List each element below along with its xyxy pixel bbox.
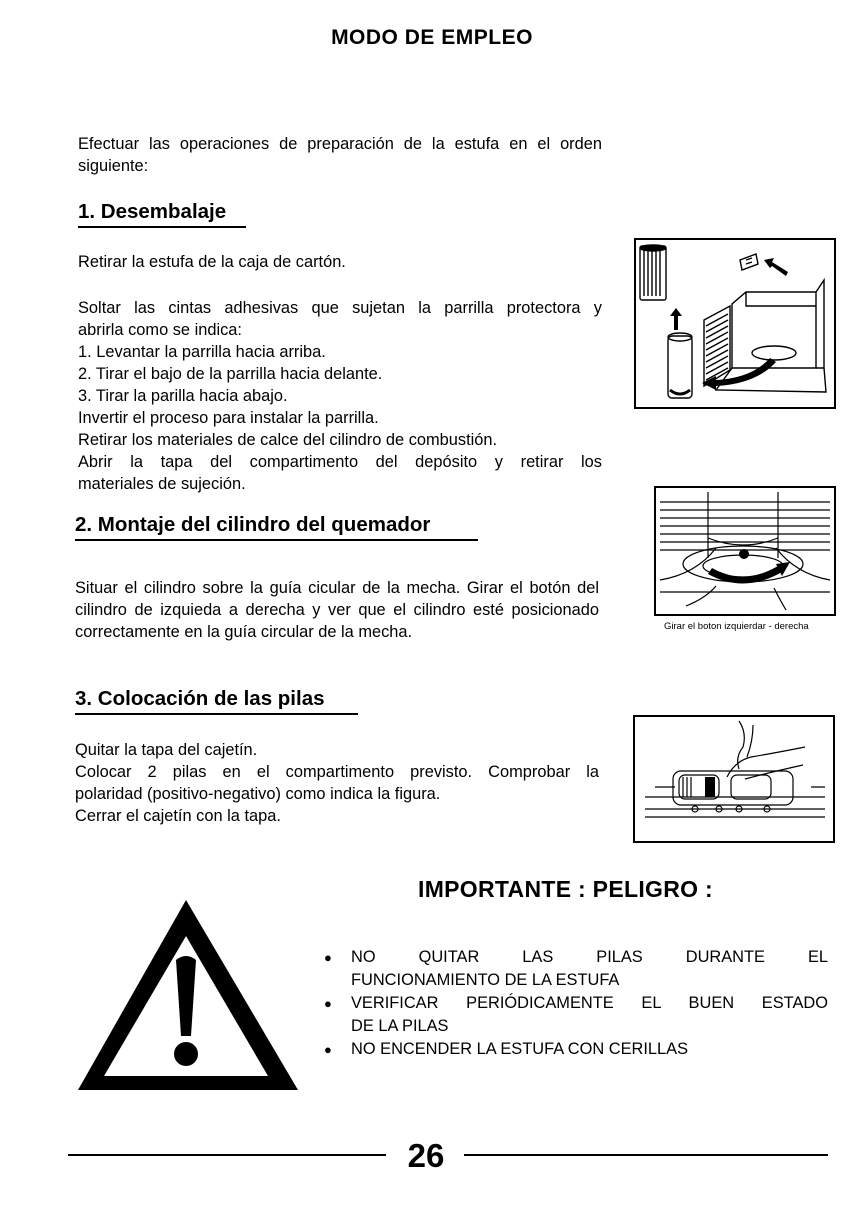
step-line: Quitar la tapa del cajetín. bbox=[75, 741, 258, 759]
step-line: Soltar las cintas adhesivas que sujetan la parrilla protectora y bbox=[78, 299, 602, 317]
section3-steps bbox=[75, 739, 599, 827]
unpacking-figure bbox=[634, 238, 836, 409]
heater-grille-illustration bbox=[636, 240, 834, 407]
step-line: Retirar los materiales de calce del cilindro de combustión. bbox=[78, 431, 498, 449]
step-line: materiales de sujeción. bbox=[78, 475, 246, 493]
page-number: 26 bbox=[407, 1137, 445, 1174]
step-line: 1. Levantar la parrilla hacia arriba. bbox=[78, 343, 326, 361]
section2-heading: 2. Montaje del cilindro del quemador bbox=[75, 512, 478, 541]
list-item bbox=[320, 946, 828, 992]
battery-compartment-illustration bbox=[635, 717, 833, 841]
step-line: Colocar 2 pilas en el compartimento previsto. Comprobar la bbox=[75, 763, 599, 781]
step-line: Invertir el proceso para instalar la parrilla. bbox=[78, 409, 379, 427]
section2-para: Situar el cilindro sobre la guía cicular de la mecha. Girar el botón del cilindro de izquieda a derecha y ver que el cilindro esté posicionado correctamente en la guía circular de la mecha. bbox=[75, 579, 599, 641]
bullet-line: ● NO QUITAR LAS PILAS DURANTE EL bbox=[351, 948, 828, 966]
list-item bbox=[320, 1038, 828, 1061]
cylinder-knob-illustration bbox=[656, 488, 834, 614]
bullet-line: FUNCIONAMIENTO DE LA ESTUFA bbox=[351, 971, 620, 989]
footer-rule-left bbox=[68, 1154, 386, 1156]
list-item bbox=[320, 992, 828, 1038]
bullet-line: ● VERIFICAR PERIÓDICAMENTE EL BUEN ESTADO bbox=[351, 994, 828, 1012]
section1-para: Retirar la estufa de la caja de cartón. bbox=[78, 253, 346, 271]
section1-steps bbox=[78, 297, 602, 495]
footer-rule-right bbox=[464, 1154, 828, 1156]
bullet-line: ● NO ENCENDER LA ESTUFA CON CERILLAS bbox=[351, 1040, 689, 1058]
step-line: polaridad (positivo-negativo) como indica la figura. bbox=[75, 785, 441, 803]
bullet-line: DE LA PILAS bbox=[351, 1017, 449, 1035]
step-line: 3. Tirar la parilla hacia abajo. bbox=[78, 387, 288, 405]
intro-text: Efectuar las operaciones de preparación de la estufa en el orden siguiente: bbox=[78, 135, 602, 175]
step-line: abrirla como se indica: bbox=[78, 321, 242, 339]
burner-cylinder-figure bbox=[654, 486, 836, 616]
warning-icon bbox=[76, 896, 301, 1094]
page-title: MODO DE EMPLEO bbox=[331, 26, 533, 49]
step-line: 2. Tirar el bajo de la parrilla hacia delante. bbox=[78, 365, 383, 383]
section3-heading: 3. Colocación de las pilas bbox=[75, 686, 358, 715]
warning-title: IMPORTANTE : PELIGRO : bbox=[418, 876, 713, 902]
figure-caption: Girar el boton izquierdar - derecha bbox=[664, 621, 809, 632]
warning-triangle bbox=[76, 896, 301, 1094]
step-line: Abrir la tapa del compartimento del depósito y retirar los bbox=[78, 453, 602, 471]
step-line: Cerrar el cajetín con la tapa. bbox=[75, 807, 281, 825]
section1-heading: 1. Desembalaje bbox=[78, 199, 246, 228]
warning-list bbox=[320, 946, 828, 1061]
battery-figure bbox=[633, 715, 835, 843]
